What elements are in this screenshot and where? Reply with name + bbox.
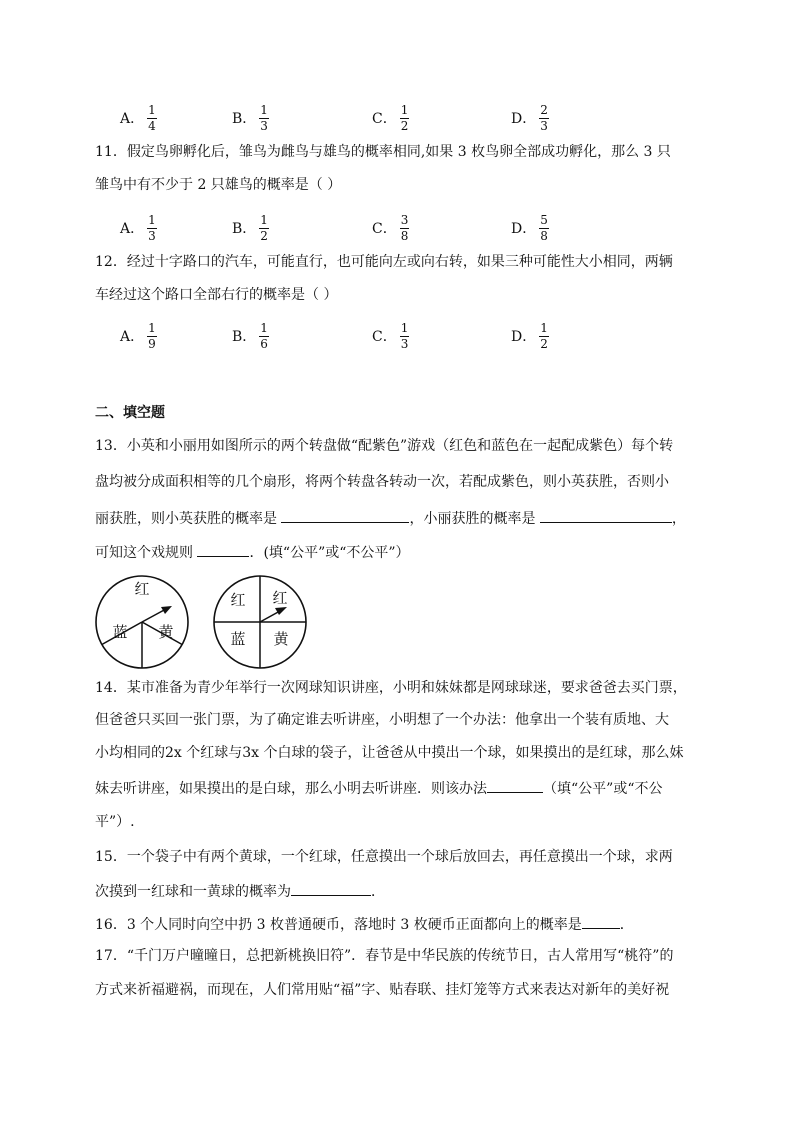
q14-line-5: 平”）. [95, 814, 135, 830]
q14-line-3: 小均相同的2x 个红球与3x 个白球的袋子，让爸爸从中摸出一个球，如果摸出的是红球，那么妹 [95, 745, 684, 761]
q14-line-2: 但爸爸只买回一张门票，为了确定谁去听讲座，小明想了一个办法：他拿出一个装有质地、大 [95, 712, 669, 728]
option-label: B． [232, 110, 257, 127]
q11-option-b [232, 214, 269, 243]
fraction: $\frac{1}{3}$ [148, 213, 156, 243]
q13-line-3-text-b: ，小丽获胜的概率是 [409, 511, 540, 527]
q11-option-a [120, 214, 157, 243]
q15-line-2 [95, 880, 385, 902]
pointer-arrowhead [275, 607, 287, 615]
q15-line-2-text-b: ． [371, 884, 385, 900]
sector-label-bottom-left: 蓝 [230, 630, 246, 648]
q12-option-c [372, 322, 409, 351]
option-label: A． [120, 328, 145, 345]
fraction: $\frac{1}{4}$ [148, 103, 156, 133]
q11-line-1: 11．假定鸟卵孵化后，雏鸟为雌鸟与雄鸟的概率相同,如果 3 枚鸟卵全部成功孵化，那么 3 只 [95, 144, 671, 160]
sector-label-left: 蓝 [112, 623, 128, 641]
sector-label-right: 黄 [158, 623, 174, 641]
option-label: C． [372, 220, 397, 237]
sector-label-top: 红 [134, 580, 150, 598]
q12-line-1: 12．经过十字路口的汽车，可能直行，也可能向左或向右转，如果三种可能性大小相同，两辆 [95, 254, 673, 270]
sector-label-bottom-right: 黄 [273, 630, 289, 648]
pointer-arrow [142, 609, 166, 622]
q11-option-c [372, 214, 409, 243]
q17-line-1: 17．“千门万户曈曈日，总把新桃换旧符”．春节是中华民族的传统节日，古人常用写“桃符”的 [95, 948, 674, 964]
fraction: $\frac{5}{8}$ [540, 213, 548, 243]
q14-line-4-text-a: 妹去听讲座，如果摸出的是白球，那么小明去听讲座．则该办法 [95, 781, 487, 797]
q13-line-3 [95, 507, 686, 529]
answer-blank[interactable] [540, 507, 672, 523]
q16-line-1-text-b: ． [619, 917, 634, 933]
option-label: A． [120, 110, 145, 127]
q17-line-2: 方式来祈福避祸，而现在，人们常用贴“福”字、贴春联、挂灯笼等方式来表达对新年的美好祝 [95, 982, 670, 998]
answer-blank[interactable] [291, 880, 371, 896]
spinner-three-sectors [94, 574, 190, 670]
q12-option-d [511, 322, 549, 351]
option-label: A． [120, 220, 145, 237]
option-label: D． [511, 220, 537, 237]
q10-option-b [232, 104, 269, 133]
fraction: $\frac{1}{9}$ [148, 321, 156, 351]
q15-line-1: 15．一个袋子中有两个黄球，一个红球，任意摸出一个球后放回去，再任意摸出一个球，求两 [95, 849, 673, 865]
q13-line-4-text-a: 可知这个戏规则 [95, 545, 198, 561]
q15-line-2-text-a: 次摸到一红球和一黄球的概率为 [95, 884, 291, 900]
q10-option-d [511, 104, 549, 133]
q12-option-b [232, 322, 269, 351]
option-label: B． [232, 220, 257, 237]
fraction: $\frac{1}{6}$ [260, 321, 268, 351]
fraction: $\frac{1}{2}$ [540, 321, 548, 351]
option-label: C． [372, 328, 397, 345]
answer-blank[interactable] [582, 913, 620, 929]
answer-blank[interactable] [487, 777, 543, 793]
option-label: C． [372, 110, 397, 127]
q13-line-3-text-c: ， [671, 511, 686, 527]
answer-blank[interactable] [281, 507, 409, 523]
fraction: $\frac{2}{3}$ [540, 103, 548, 133]
q10-option-c [372, 104, 409, 133]
sector-label-top-right: 红 [272, 589, 288, 607]
option-label: D． [511, 328, 537, 345]
answer-blank[interactable] [197, 541, 249, 557]
q11-line-2: 雏鸟中有不少于 2 只雄鸟的概率是（ ） [95, 177, 342, 193]
fraction: $\frac{3}{8}$ [400, 213, 409, 243]
fraction: $\frac{1}{2}$ [400, 103, 409, 133]
q11-option-d [511, 214, 549, 243]
section-title: 二、填空题 [95, 405, 165, 421]
spinner-four-sectors [212, 574, 308, 670]
q13-line-3-text-a: 丽获胜，则小英获胜的概率是 [95, 511, 282, 527]
option-label: D． [511, 110, 537, 127]
q14-line-4-text-b: （填“公平”或“不公 [543, 781, 663, 797]
q13-line-4 [95, 541, 410, 563]
q16-line-1 [95, 913, 634, 935]
q14-line-4 [95, 777, 662, 799]
sector-label-top-left: 红 [230, 591, 246, 609]
pointer-arrow [260, 611, 280, 622]
q12-option-a [120, 322, 157, 351]
q14-line-1: 14．某市准备为青少年举行一次网球知识讲座，小明和妹妹都是网球球迷，要求爸爸去买门票， [95, 680, 687, 696]
q16-line-1-text-a: 16．3 个人同时向空中扔 3 枚普通硬币，落地时 3 枚硬币正面都向上的概率是 [95, 917, 582, 933]
q10-option-a [120, 104, 157, 133]
q12-line-2: 车经过这个路口全部右行的概率是（ ） [95, 287, 338, 303]
q13-line-2: 盘均被分成面积相等的几个扇形，将两个转盘各转动一次，若配成紫色，则小英获胜，否则小 [95, 474, 669, 490]
fraction: $\frac{1}{2}$ [260, 213, 268, 243]
q13-line-4-text-b: ．(填“公平”或“不公平”） [249, 545, 410, 561]
fraction: $\frac{1}{3}$ [400, 321, 409, 351]
option-label: B． [232, 328, 257, 345]
fraction: $\frac{1}{3}$ [260, 103, 268, 133]
q13-line-1: 13．小英和小丽用如图所示的两个转盘做“配紫色”游戏（红色和蓝色在一起配成紫色）每个转 [95, 438, 674, 454]
